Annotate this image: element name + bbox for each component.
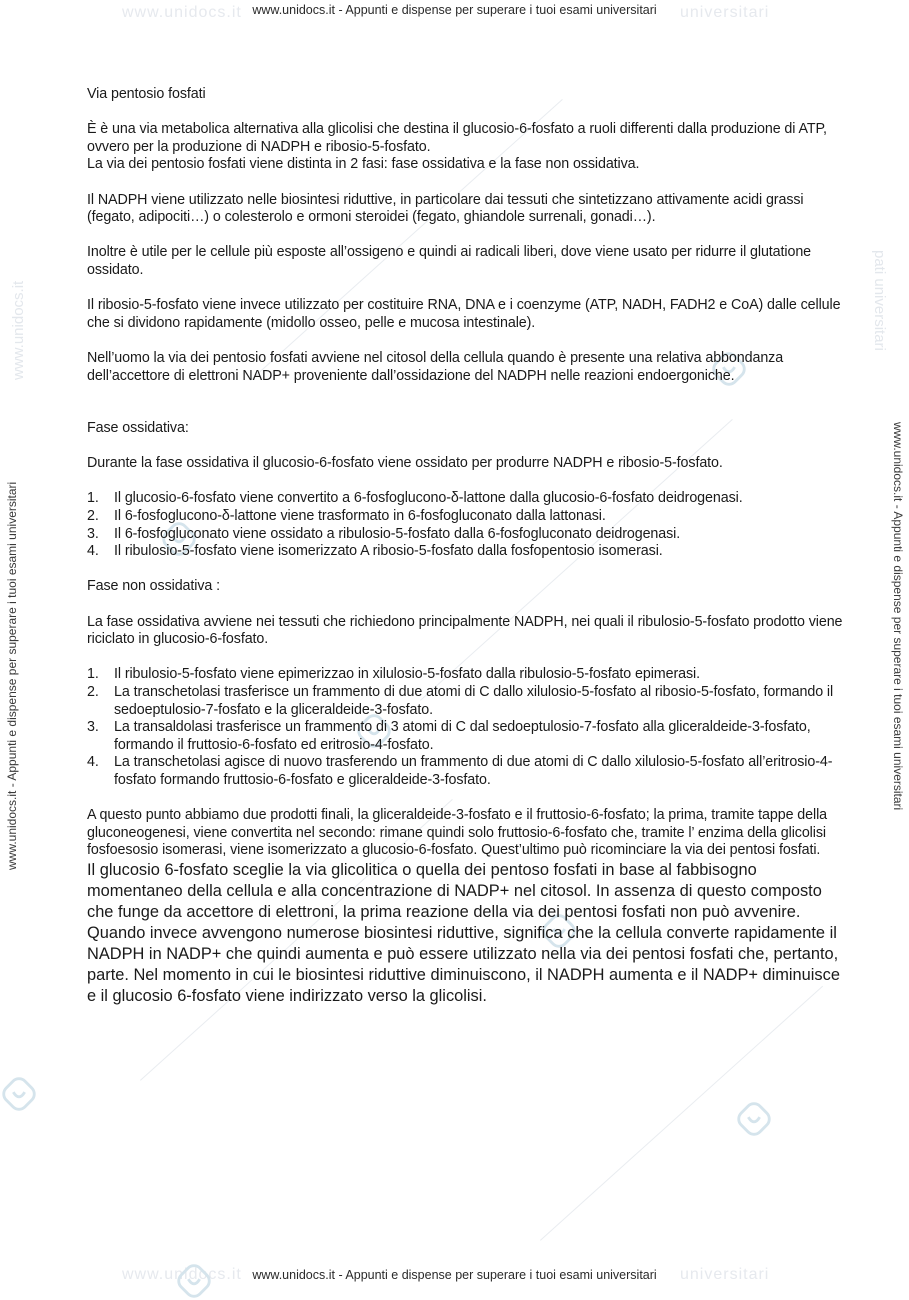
list-number: 3. bbox=[87, 525, 99, 542]
section-heading: Fase ossidativa: bbox=[87, 420, 189, 437]
unidocs-logo-icon bbox=[735, 1100, 773, 1138]
list-number: 1. bbox=[87, 490, 99, 507]
list-number: 4. bbox=[87, 754, 99, 771]
watermark-faint-text: www.unidocs.it bbox=[10, 280, 27, 380]
document-title: Via pentosio fosfati bbox=[87, 86, 206, 102]
final-paragraph: A questo punto abbiamo due prodotti finali, la gliceraldeide-3-fosfato e il fruttosio-6-fosfato; la prima, tramite tappe della gluconeogenesi, viene convertita nel secondo: rimane quindi solo fruttosio-6-fosfato che, tramite l’ enzima della glicolisi fosfoesosio isomerasi, viene isomerizzato a glucosio-6-fosfato. Quest’ultimo può ricominciare la via dei pentosi fosfati. bbox=[87, 807, 828, 859]
list-number: 4. bbox=[87, 543, 99, 560]
intro-paragraph: È è una via metabolica alternativa alla glicolisi che destina il glucosio-6-fosfato a ruoli differenti dalla produzione di ATP, ovvero per la produzione di NADPH e ribosio-5-fosfato. bbox=[87, 121, 827, 155]
non-oxidative-steps-list bbox=[87, 666, 847, 789]
list-item bbox=[87, 508, 847, 526]
list-item bbox=[87, 526, 847, 544]
watermark-banner-top: www.unidocs.it - Appunti e dispense per superare i tuoi esami universitari bbox=[252, 3, 657, 17]
list-number: 2. bbox=[87, 508, 99, 525]
list-item bbox=[87, 666, 847, 684]
oxidative-steps-list bbox=[87, 490, 847, 560]
watermark-faint-text: www.unidocs.it bbox=[122, 4, 242, 21]
list-item bbox=[87, 754, 847, 789]
watermark-faint-text: www.unidocs.it bbox=[122, 1266, 242, 1283]
list-item-text: La transaldolasi trasferisce un frammento di 3 atomi di C dal sedoeptulosio-7-fosfato alla gliceraldeide-3-fosfato, formando il fruttosio-6-fosfato ed eritrosio-4-fosfato. bbox=[114, 719, 811, 753]
intro-paragraph: La via dei pentosio fosfati viene distinta in 2 fasi: fase ossidativa e la fase non ossidativa. bbox=[87, 156, 640, 173]
section-intro: La fase ossidativa avviene nei tessuti che richiedono principalmente NADPH, nei quali il ribulosio-5-fosfato prodotto viene riciclato in glucosio-6-fosfato. bbox=[87, 613, 843, 648]
ribosio-paragraph: Il ribosio-5-fosfato viene invece utilizzato per costituire RNA, DNA e i coenzyme (ATP, NADH, FADH2 e CoA) dalle cellule che si dividono rapidamente (midollo osseo, pelle e mucosa intestinale). bbox=[87, 297, 841, 331]
nadph-paragraph: Il NADPH viene utilizzato nelle biosintesi riduttive, in particolare dai tessuti che sintetizzano attivamente acidi grassi (fegato, adipociti…) o colesterolo e ormoni steroidei (fegato, ghiandole surrenali, gonadi…). bbox=[87, 191, 804, 226]
list-item-text: La transchetolasi trasferisce un frammento di due atomi di C dallo xilulosio-5-fosfato al ribosio-5-fosfato, formando il sedoeptulosio-7-fosfato e la gliceraldeide-3-fosfato. bbox=[114, 684, 834, 718]
list-item-text: Il 6-fosfogluconato viene ossidato a ribulosio-5-fosfato dalla 6-fosfogluconato deidrogenasi. bbox=[114, 525, 681, 542]
list-item-text: Il glucosio-6-fosfato viene convertito a 6-fosfoglucono-δ-lattone dalla glucosio-6-fosfato deidrogenasi. bbox=[114, 490, 743, 507]
list-number: 2. bbox=[87, 684, 99, 700]
watermark-banner-right: www.unidocs.it - Appunti e dispense per superare i tuoi esami universitari bbox=[891, 422, 905, 811]
section-intro: Durante la fase ossidativa il glucosio-6-fosfato viene ossidato per produrre NADPH e ribosio-5-fosfato. bbox=[87, 455, 723, 472]
watermark-banner-left: www.unidocs.it - Appunti e dispense per superare i tuoi esami universitari bbox=[5, 481, 19, 870]
watermark-line bbox=[540, 986, 823, 1241]
list-item-text: Il 6-fosfoglucono-δ-lattone viene trasformato in 6-fosfogluconato dalla lattonasi. bbox=[114, 508, 606, 525]
list-item bbox=[87, 719, 847, 754]
list-item bbox=[87, 684, 847, 719]
list-item-text: Il ribulosio-5-fosfato viene isomerizzato A ribosio-5-fosfato dalla fosfopentosio isomerasi. bbox=[114, 543, 663, 560]
list-item bbox=[87, 490, 847, 508]
watermark-banner-bottom: www.unidocs.it - Appunti e dispense per superare i tuoi esami universitari bbox=[252, 1268, 657, 1282]
watermark-faint-text: pati universitari bbox=[871, 250, 888, 351]
ossigeno-paragraph: Inoltre è utile per le cellule più esposte all’ossigeno e quindi ai radicali liberi, dove viene usato per ridurre il glutatione ossidato. bbox=[87, 244, 812, 278]
watermark-faint-text: universitari bbox=[680, 4, 770, 21]
watermark-faint-text: universitari bbox=[680, 1266, 770, 1283]
regulation-paragraph: Il glucosio 6-fosfato sceglie la via glicolitica o quella dei pentoso fosfati in base al fabbisogno momentaneo della cellula e alla concentrazione di NADP+ nel citosol. In assenza di questo composto che funge da accettore di elettroni, la prima reazione della via dei pentosi fosfati non può avvenire. Quando invece avvengono numerose biosintesi riduttive, significa che la cellula converte rapidamente il NADPH in NADP+ che quindi aumenta e può essere utilizzato nella via dei pentosi fosfati che, pertanto, parte. Nel momento in cui le biosintesi riduttive diminuiscono, il NADPH aumenta e il NADP+ diminuisce e il glucosio 6-fosfato viene indirizzato verso la glicolisi. bbox=[87, 860, 840, 1005]
section-heading: Fase non ossidativa : bbox=[87, 578, 221, 595]
list-item-text: Il ribulosio-5-fosfato viene epimerizzao in xilulosio-5-fosfato dalla ribulosio-5-fosfato epimerasi. bbox=[114, 666, 700, 683]
uomo-paragraph: Nell’uomo la via dei pentosio fosfati avviene nel citosol della cellula quando è presente una relativa abbondanza dell’accettore di elettroni NADP+ proveniente dall’ossidazione del NADPH nelle reazioni endoergoniche. bbox=[87, 349, 784, 384]
list-item bbox=[87, 543, 847, 561]
list-number: 3. bbox=[87, 719, 99, 736]
document-body bbox=[87, 86, 847, 1007]
list-number: 1. bbox=[87, 666, 99, 683]
unidocs-logo-icon bbox=[0, 1075, 38, 1113]
list-item-text: La transchetolasi agisce di nuovo trasferendo un frammento di due atomi di C dallo xilulosio-5-fosfato all’eritrosio-4-fosfato formando fruttosio-6-fosfato e gliceraldeide-3-fosfato. bbox=[114, 754, 833, 788]
